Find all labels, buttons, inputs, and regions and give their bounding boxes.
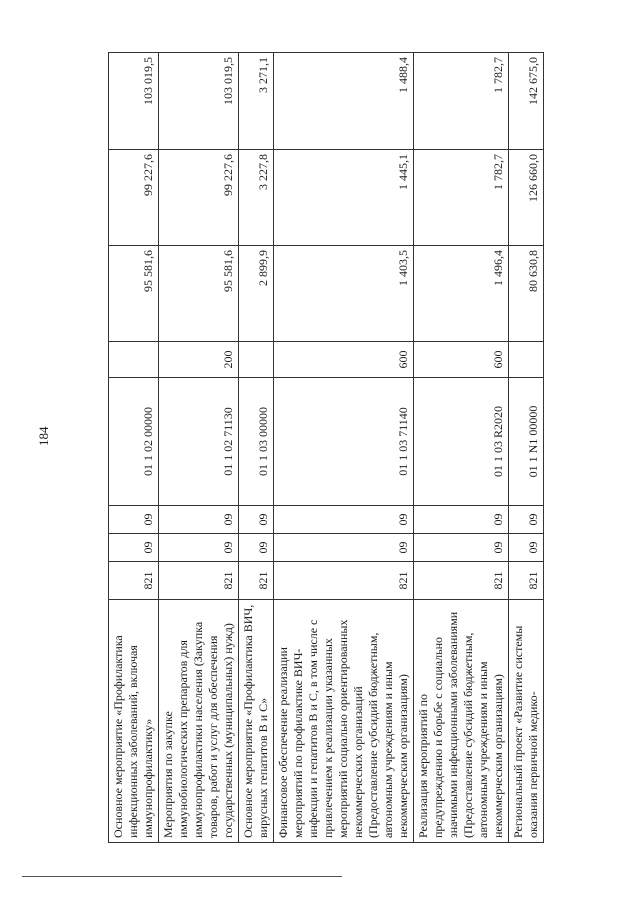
ministry-code: 821: [159, 562, 239, 600]
amount-year-3: 1 782,7: [414, 53, 509, 150]
ministry-code: 821: [274, 562, 414, 600]
section-code: 09: [414, 534, 509, 562]
page-number: 184: [36, 426, 51, 446]
amount-year-1: 2 899,9: [239, 246, 274, 342]
ministry-code: 821: [109, 562, 159, 600]
subsection-code: 09: [274, 506, 414, 534]
ministry-code: 821: [509, 562, 544, 600]
ministry-code: 821: [414, 562, 509, 600]
amount-year-3: 1 488,4: [274, 53, 414, 150]
section-code: 09: [159, 534, 239, 562]
amount-year-1: 95 581,6: [159, 246, 239, 342]
subsection-code: 09: [239, 506, 274, 534]
section-code: 09: [509, 534, 544, 562]
target-article-code: 01 1 02 71130: [159, 378, 239, 506]
ministry-code: 821: [239, 562, 274, 600]
section-code: 09: [274, 534, 414, 562]
section-code: 09: [109, 534, 159, 562]
amount-year-2: 99 227,6: [159, 150, 239, 246]
amount-year-2: 1 782,7: [414, 150, 509, 246]
amount-year-1: 1 496,4: [414, 246, 509, 342]
row-description: Региональный проект «Развитие системы оказания первичной медико-: [509, 600, 544, 843]
subsection-code: 09: [509, 506, 544, 534]
target-article-code: 01 1 N1 00000: [509, 378, 544, 506]
amount-year-2: 99 227,6: [109, 150, 159, 246]
subsection-code: 09: [109, 506, 159, 534]
expense-type-code: 600: [274, 342, 414, 378]
expense-type-code: [239, 342, 274, 378]
footer-rule: [22, 876, 342, 877]
amount-year-3: 103 019,5: [159, 53, 239, 150]
amount-year-2: 3 227,8: [239, 150, 274, 246]
target-article-code: 01 1 02 00000: [109, 378, 159, 506]
expense-type-code: [509, 342, 544, 378]
table-row: [414, 53, 509, 843]
expense-type-code: 200: [159, 342, 239, 378]
section-code: 09: [239, 534, 274, 562]
amount-year-1: 80 630,8: [509, 246, 544, 342]
row-description: Мероприятия по закупке иммунобиологических препаратов для иммунопрофилактики населения (Закупка товаров, работ и услуг для обеспечения государственных (муниципальных) нужд): [159, 600, 239, 843]
subsection-code: 09: [159, 506, 239, 534]
amount-year-1: 1 403,5: [274, 246, 414, 342]
amount-year-2: 126 660,0: [509, 150, 544, 246]
amount-year-3: 3 271,1: [239, 53, 274, 150]
subsection-code: 09: [414, 506, 509, 534]
budget-table: [108, 52, 544, 843]
row-description: Основное мероприятие «Профилактика ВИЧ, вирусных гепатитов В и С»: [239, 600, 274, 843]
amount-year-3: 103 019,5: [109, 53, 159, 150]
table-row: [509, 53, 544, 843]
table-row: [109, 53, 159, 843]
table-row: [239, 53, 274, 843]
row-description: Основное мероприятие «Профилактика инфекционных заболеваний, включая иммунопрофилактику»: [109, 600, 159, 843]
table-row: [274, 53, 414, 843]
expense-type-code: [109, 342, 159, 378]
target-article-code: 01 1 03 00000: [239, 378, 274, 506]
row-description: Реализация мероприятий по предупреждению и борьбе с социально значимыми инфекционными заболеваниями (Предоставление субсидий бюджетным, автономным учреждениям и иным некоммерческим организациям): [414, 600, 509, 843]
row-description: Финансовое обеспечение реализации мероприятий по профилактике ВИЧ-инфекции и гепатитов В и С, в том числе с привлечением к реализации указанных мероприятий социально ориентированных некоммерческих организаций (Предоставление субсидий бюджетным, автономным учреждениям и иным некоммерческим организациям): [274, 600, 414, 843]
budget-table-rotated: [108, 53, 604, 843]
amount-year-3: 142 675,0: [509, 53, 544, 150]
amount-year-1: 95 581,6: [109, 246, 159, 342]
amount-year-2: 1 445,1: [274, 150, 414, 246]
expense-type-code: 600: [414, 342, 509, 378]
target-article-code: 01 1 03 71140: [274, 378, 414, 506]
target-article-code: 01 1 03 R2020: [414, 378, 509, 506]
table-row: [159, 53, 239, 843]
